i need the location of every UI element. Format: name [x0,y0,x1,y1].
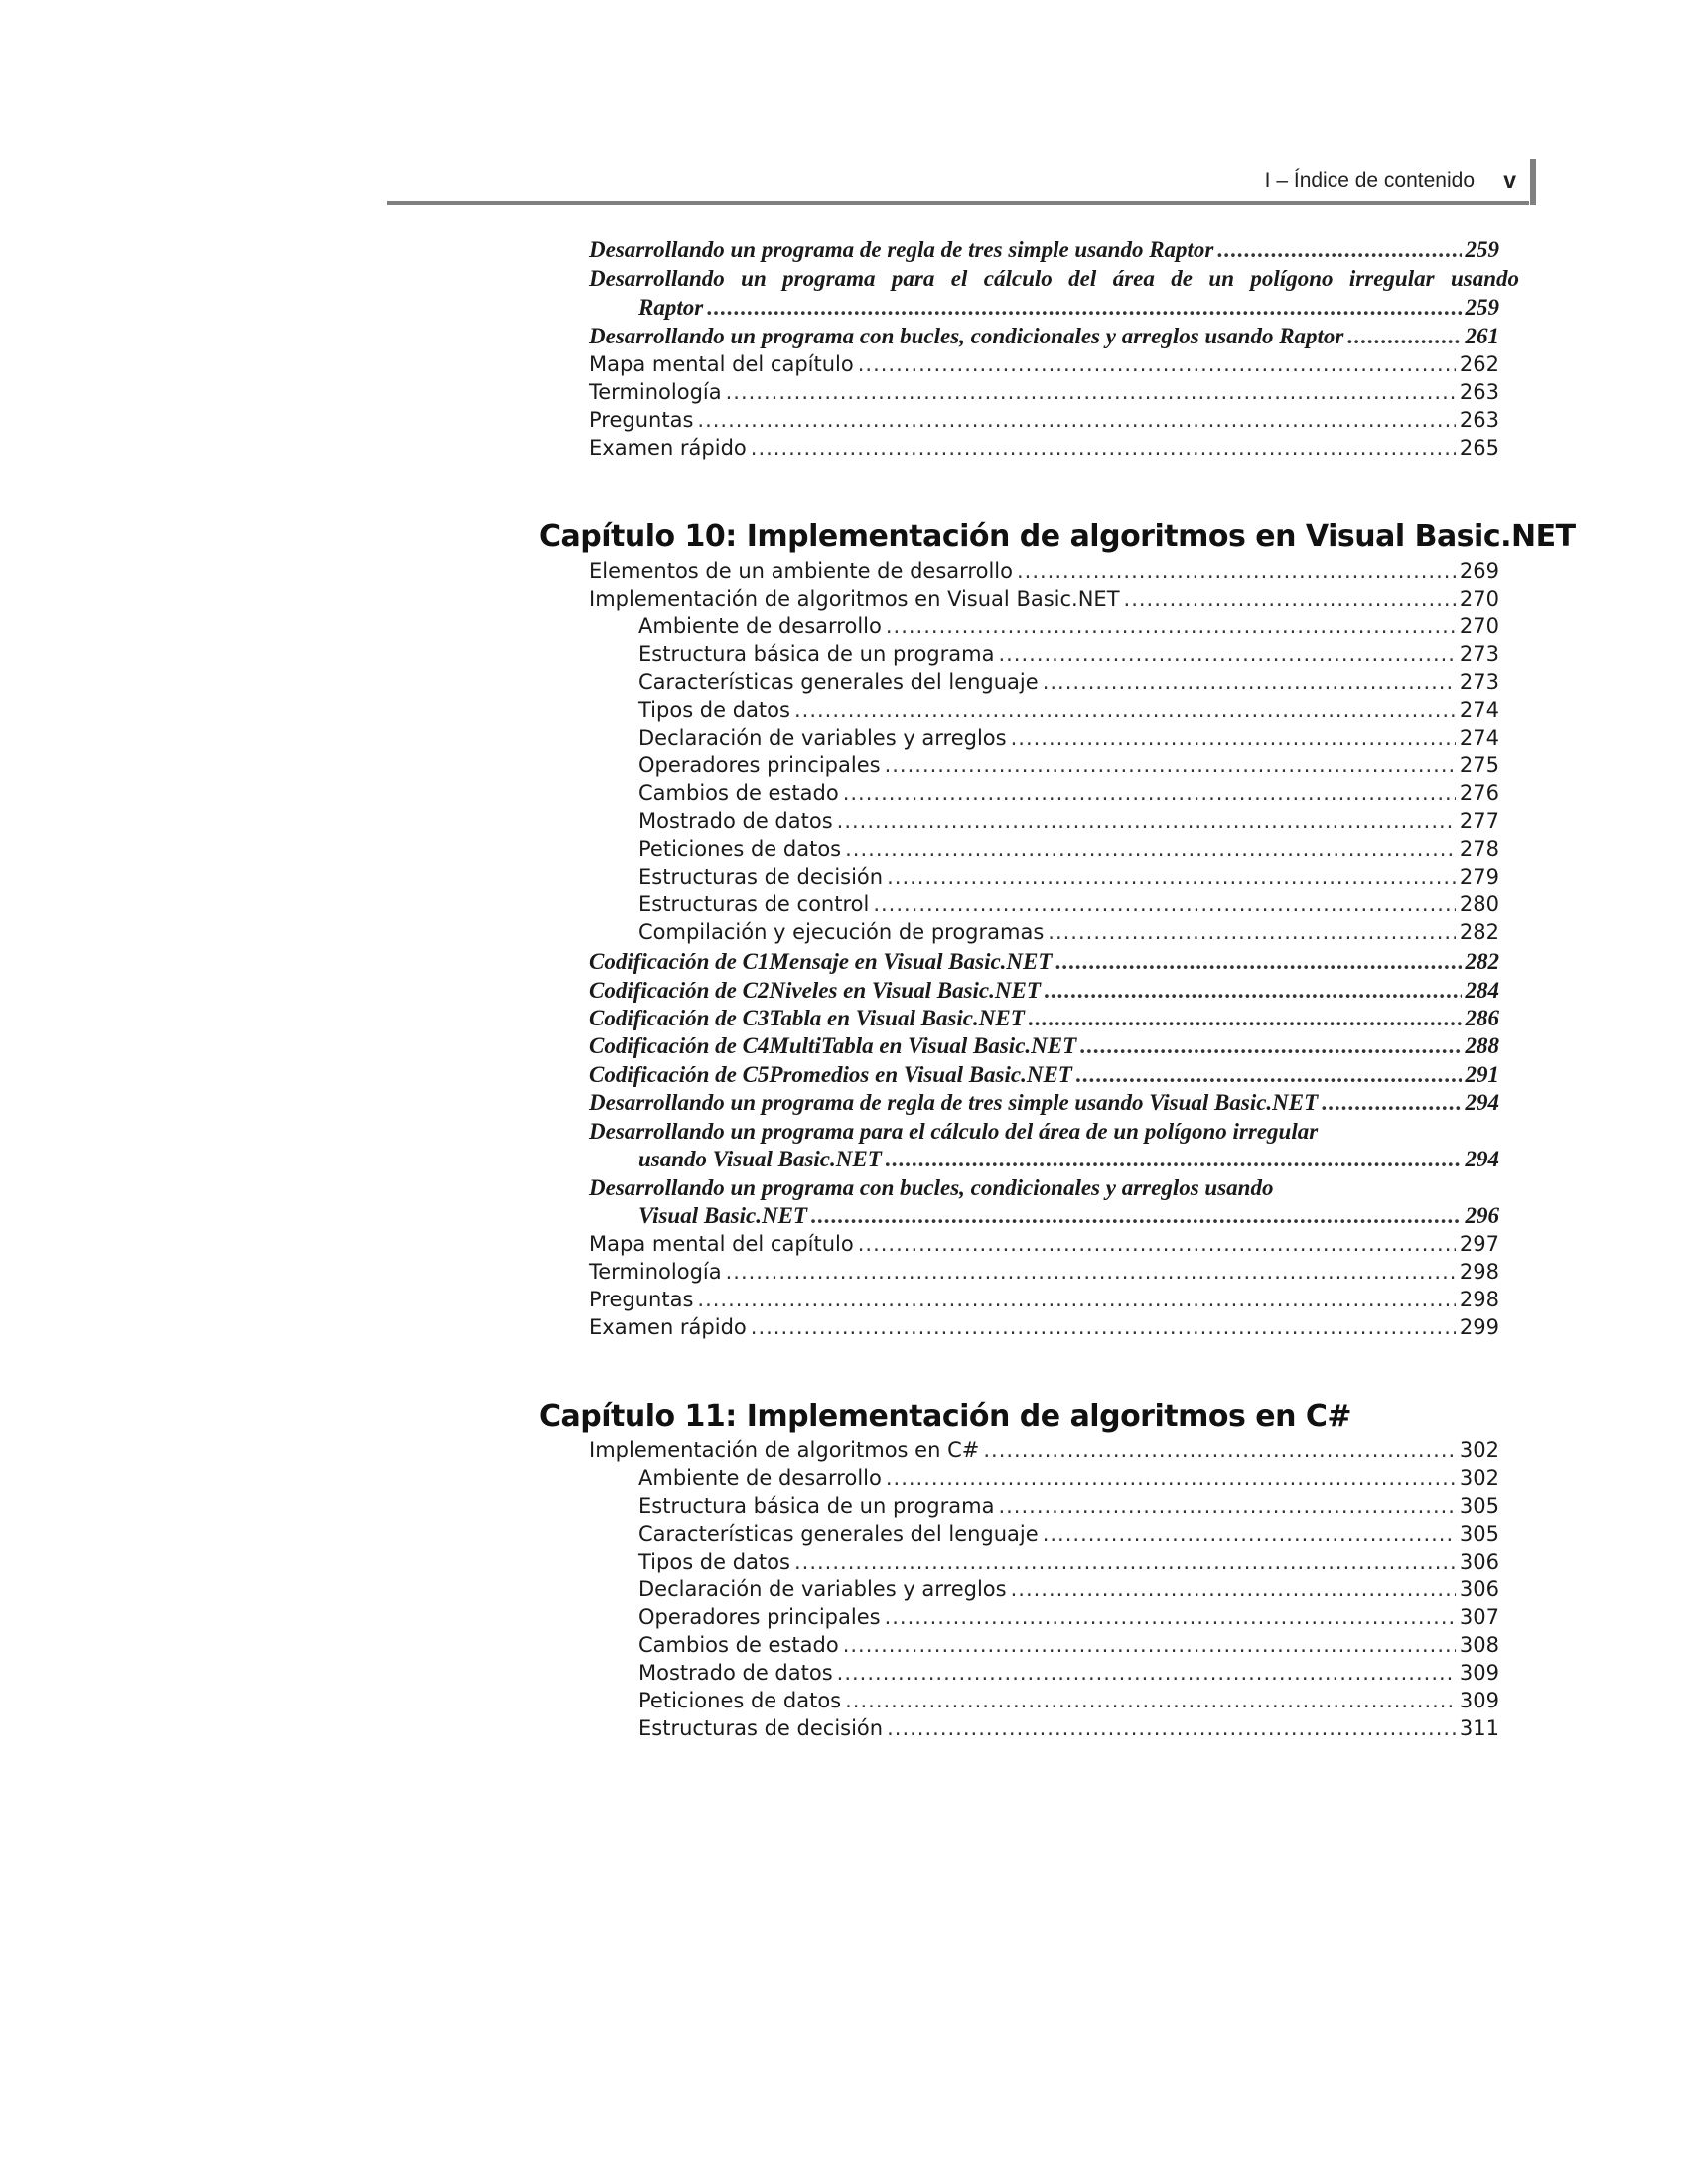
toc-leader-dots [1322,1089,1461,1117]
toc-entry[interactable] [589,1005,1499,1032]
toc-entry-page: 308 [1459,1633,1499,1657]
toc-leader-dots [1217,236,1461,264]
toc-entry-title: Implementación de algoritmos en C# [589,1438,980,1462]
toc-entry[interactable] [638,1202,1499,1230]
toc-entry-page: 307 [1459,1605,1499,1629]
toc-leader-dots [1017,557,1456,585]
toc-entry-page: 269 [1459,559,1499,583]
toc-entry-title: Peticiones de datos [638,837,842,861]
toc-entry-title: Estructura básica de un programa [638,1494,995,1518]
toc-entry-page: 278 [1459,837,1499,861]
toc-entry[interactable] [589,378,1499,406]
toc-leader-dots [1124,585,1456,613]
toc-entry-page: 275 [1459,753,1499,777]
toc-entry-page: 279 [1459,865,1499,888]
toc-subentry[interactable] [638,640,1499,668]
toc-entry-title: Operadores principales [638,753,881,777]
toc-leader-dots [1011,1575,1456,1603]
toc-entry-page: 306 [1459,1550,1499,1573]
toc-entry-page: 282 [1459,920,1499,944]
toc-entry-page: 263 [1459,380,1499,404]
running-header [387,157,1536,197]
toc-subentry[interactable] [638,1659,1499,1687]
toc-entry-page: 296 [1465,1203,1499,1228]
toc-entry-title: Estructuras de control [638,892,870,916]
toc-subentry[interactable] [638,918,1499,946]
toc-entry-title: usando Visual Basic.NET [638,1147,882,1171]
toc-entry-page: 261 [1465,324,1499,348]
toc-entry-page: 298 [1459,1260,1499,1284]
toc-entry-title: Codificación de C1Mensaje en Visual Basic.NET [589,949,1053,974]
toc-entry-title: Mostrado de datos [638,1661,833,1685]
toc-entry[interactable] [638,294,1499,322]
toc-entry-page: 277 [1459,809,1499,833]
toc-subentry[interactable] [638,835,1499,863]
toc-leader-dots [845,1687,1456,1714]
toc-entry-page: 262 [1459,352,1499,376]
toc-entry-page: 299 [1459,1315,1499,1339]
toc-leader-dots [1076,1061,1462,1089]
toc-leader-dots [1043,668,1456,696]
toc-leader-dots [998,640,1455,668]
toc-entry-page: 306 [1459,1577,1499,1601]
toc-entry-title: Implementación de algoritmos en Visual Basic.NET [589,587,1120,611]
toc-leader-dots [811,1202,1462,1230]
toc-entry-title: Desarrollando un programa de regla de tres simple usando Raptor [589,237,1214,262]
toc-entry-title: Estructuras de decisión [638,1716,884,1740]
toc-leader-dots [843,1631,1456,1659]
toc-entry-title: Estructura básica de un programa [638,642,995,666]
toc-entry-page: 259 [1465,237,1499,262]
toc-entry-title: Terminología [589,380,722,404]
toc-entry-title: Características generales del lenguaje [638,1522,1039,1546]
toc-subentry[interactable] [638,807,1499,835]
toc-entry-page: 265 [1459,436,1499,460]
toc-leader-dots [837,807,1456,835]
toc-entry-title: Tipos de datos [638,1550,790,1573]
header-rule [387,201,1529,205]
toc-entry[interactable] [589,236,1499,264]
toc-entry-title: Examen rápido [589,1315,747,1339]
toc-entry[interactable] [589,1258,1499,1286]
toc-entry-title: Mostrado de datos [638,809,833,833]
toc-entry-title: Desarrollando un programa de regla de tres simple usando Visual Basic.NET [589,1090,1319,1115]
toc-entry-page: 282 [1465,949,1499,974]
toc-subentry[interactable] [638,751,1499,779]
toc-entry-title: Compilación y ejecución de programas [638,920,1045,944]
toc-leader-dots [983,1436,1456,1464]
toc-leader-dots [726,1258,1456,1286]
chapter-heading[interactable]: Capítulo 10: Implementación de algoritmos en Visual Basic.NET [539,519,1576,554]
toc-leader-dots [1011,724,1456,751]
toc-entry[interactable] [589,1313,1499,1341]
toc-entry-title: Codificación de C5Promedios en Visual Basic.NET [589,1062,1072,1087]
toc-subentry[interactable] [638,1687,1499,1714]
toc-subentry[interactable] [638,668,1499,696]
toc-subentry[interactable] [638,1548,1499,1575]
toc-entry-title: Estructuras de decisión [638,865,884,888]
toc-subentry[interactable] [638,1575,1499,1603]
toc-leader-dots [697,406,1456,434]
toc-leader-dots [885,1603,1456,1631]
toc-subentry[interactable] [638,1492,1499,1520]
toc-entry-page: 259 [1465,295,1499,320]
toc-entry-title: Elementos de un ambiente de desarrollo [589,559,1013,583]
toc-entry-page: 280 [1459,892,1499,916]
toc-subentry[interactable] [638,1603,1499,1631]
toc-entry[interactable] [589,406,1499,434]
toc-subentry[interactable] [638,863,1499,890]
toc-entry[interactable] [638,1146,1499,1173]
toc-entry[interactable] [589,557,1499,585]
toc-entry[interactable] [589,948,1499,976]
toc-leader-dots [1029,1005,1462,1032]
toc-leader-dots [886,1146,1462,1173]
toc-subentry[interactable] [638,1520,1499,1548]
toc-entry-title: Peticiones de datos [638,1689,842,1712]
toc-entry-title: Mapa mental del capítulo [589,352,854,376]
toc-entry[interactable] [589,1230,1499,1258]
toc-entry-page: 309 [1459,1689,1499,1712]
toc-entry-title: Visual Basic.NET [638,1203,807,1228]
toc-leader-dots [837,1659,1456,1687]
toc-entry[interactable] [589,1436,1499,1464]
toc-entry-title: Cambios de estado [638,781,839,805]
toc-leader-dots [1080,1032,1461,1060]
toc-entry-page: 263 [1459,408,1499,432]
toc-subentry[interactable] [638,779,1499,807]
toc-entry-title: Preguntas [589,1288,694,1311]
toc-entry-title: Tipos de datos [638,698,790,722]
header-vertical-rule [1530,159,1536,205]
toc-leader-dots [845,835,1456,863]
toc-entry-title: Ambiente de desarrollo [638,1466,882,1490]
toc-entry-title: Cambios de estado [638,1633,839,1657]
toc-entry-page: 284 [1465,978,1499,1003]
page-number: v [1503,167,1516,193]
toc-entry-page: 294 [1465,1090,1499,1115]
toc-leader-dots [751,1313,1456,1341]
toc-entry-title: Operadores principales [638,1605,881,1629]
toc-leader-dots [858,350,1456,378]
toc-leader-dots [707,294,1461,322]
toc-entry[interactable] [589,434,1499,462]
toc-entry[interactable] [589,585,1499,613]
toc-leader-dots [1045,977,1462,1005]
toc-entry-title: Examen rápido [589,436,747,460]
toc-entry-title: Terminología [589,1260,722,1284]
toc-entry-title: Raptor [638,295,704,320]
toc-entry-title: Codificación de C3Tabla en Visual Basic.NET [589,1006,1025,1030]
toc-entry-page: 273 [1459,642,1499,666]
toc-entry-page: 305 [1459,1522,1499,1546]
toc-entry-title: Declaración de variables y arreglos [638,1577,1007,1601]
toc-entry[interactable] [589,1286,1499,1313]
toc-entry-page: 286 [1465,1006,1499,1030]
toc-entry-page: 309 [1459,1661,1499,1685]
toc-entry[interactable] [589,1089,1499,1117]
toc-leader-dots [794,696,1456,724]
toc-subentry[interactable] [638,1464,1499,1492]
toc-entry-title-line[interactable]: Desarrollando un programa con bucles, condicionales y arreglos usando [589,1175,1274,1200]
toc-entry-page: 288 [1465,1033,1499,1058]
toc-entry-page: 302 [1459,1438,1499,1462]
toc-subentry[interactable] [638,613,1499,640]
toc-entry[interactable] [589,1061,1499,1089]
toc-leader-dots [858,1230,1456,1258]
toc-entry-page: 302 [1459,1466,1499,1490]
running-header-title: I – Índice de contenido [1264,169,1475,192]
toc-entry-title-line[interactable]: Desarrollando un programa para el cálculo del área de un polígono irregular usando [589,266,1519,291]
toc-leader-dots [873,890,1456,918]
toc-entry-page: 273 [1459,670,1499,694]
toc-entry[interactable] [589,977,1499,1005]
toc-leader-dots [843,779,1456,807]
toc-leader-dots [998,1492,1455,1520]
toc-entry-page: 294 [1465,1147,1499,1171]
toc-entry-page: 311 [1459,1716,1499,1740]
toc-entry-page: 291 [1465,1062,1499,1087]
toc-subentry[interactable] [638,1631,1499,1659]
toc-leader-dots [887,863,1456,890]
toc-entry-page: 270 [1459,614,1499,638]
toc-leader-dots [794,1548,1456,1575]
toc-entry-title: Desarrollando un programa con bucles, condicionales y arreglos usando Raptor [589,324,1344,348]
toc-leader-dots [887,1714,1456,1742]
toc-entry-title: Codificación de C2Niveles en Visual Basic.NET [589,978,1041,1003]
toc-leader-dots [697,1286,1456,1313]
toc-entry-title-line[interactable]: Desarrollando un programa para el cálculo del área de un polígono irregular [589,1119,1319,1144]
toc-leader-dots [1055,948,1461,976]
toc-subentry[interactable] [638,1714,1499,1742]
toc-entry-title: Declaración de variables y arreglos [638,726,1007,750]
chapter-heading[interactable]: Capítulo 11: Implementación de algoritmos en C# [539,1399,1352,1433]
toc-leader-dots [886,1464,1456,1492]
toc-entry[interactable] [589,323,1499,350]
toc-leader-dots [885,751,1456,779]
toc-subentry[interactable] [638,890,1499,918]
toc-leader-dots [1347,323,1461,350]
toc-entry-page: 298 [1459,1288,1499,1311]
toc-subentry[interactable] [638,696,1499,724]
toc-entry-title: Características generales del lenguaje [638,670,1039,694]
toc-leader-dots [886,613,1456,640]
toc-entry-page: 274 [1459,698,1499,722]
toc-subentry[interactable] [638,724,1499,751]
toc-entry[interactable] [589,350,1499,378]
toc-entry-page: 274 [1459,726,1499,750]
toc-leader-dots [751,434,1456,462]
toc-entry-page: 270 [1459,587,1499,611]
toc-leader-dots [1048,918,1456,946]
toc-entry-title: Ambiente de desarrollo [638,614,882,638]
toc-entry-page: 297 [1459,1232,1499,1256]
toc-entry-title: Codificación de C4MultiTabla en Visual Basic.NET [589,1033,1077,1058]
toc-entry-title: Mapa mental del capítulo [589,1232,854,1256]
toc-leader-dots [1043,1520,1456,1548]
toc-leader-dots [726,378,1456,406]
toc-entry-page: 276 [1459,781,1499,805]
toc-entry-title: Preguntas [589,408,694,432]
toc-entry-page: 305 [1459,1494,1499,1518]
toc-entry[interactable] [589,1032,1499,1060]
